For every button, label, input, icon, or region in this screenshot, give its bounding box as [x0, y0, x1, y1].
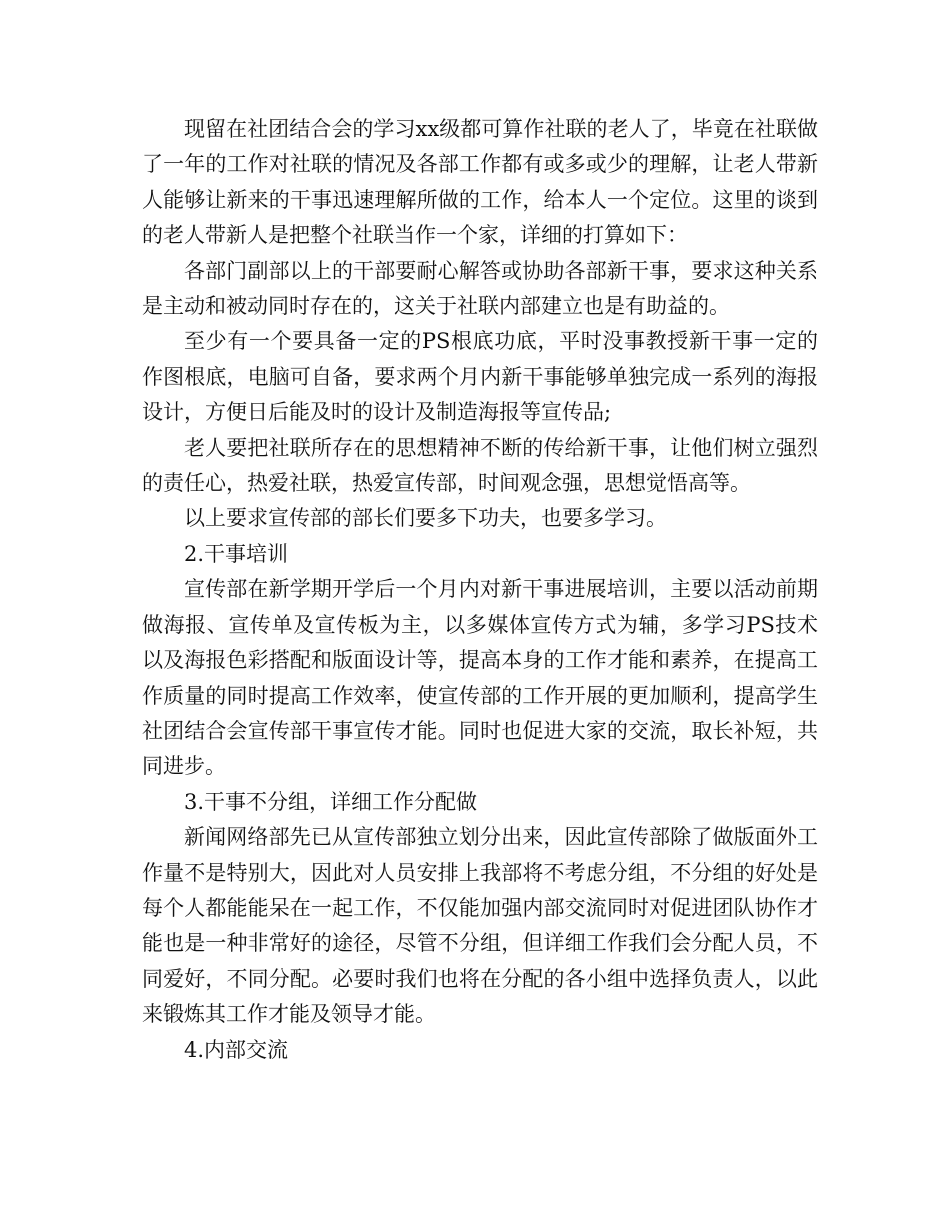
- section-heading-training: 2.干事培训: [184, 541, 289, 566]
- section-heading-internal-communication: 4.内部交流: [184, 1037, 289, 1062]
- paragraph-intro: 现留在社团结合会的学习xx级都可算作社联的老人了，毕竟在社联做了一年的工作对社联的情况及各部工作都有或多或少的理解，让老人带新人能够让新来的干事迅速理解所做的工作，给本人一个定位。这里的谈到的老人带新人是把整个社联当作一个家，详细的打算如下：: [142, 117, 818, 248]
- paragraph-cadre-help: 各部门副部以上的干部要耐心解答或协助各部新干事，要求这种关系是主动和被动同时存在的，这关于社联内部建立也是有助益的。: [142, 258, 818, 319]
- section-heading-no-groups: 3.干事不分组，详细工作分配做: [184, 789, 478, 814]
- paragraph-spirit: 老人要把社联所存在的思想精神不断的传给新干事，让他们树立强烈的责任心，热爱社联，热爱宣传部，时间观念强，思想觉悟高等。: [142, 435, 818, 496]
- paragraph-training: 宣传部在新学期开学后一个月内对新干事进展培训，主要以活动前期做海报、宣传单及宣传板为主，以多媒体宣传方式为辅，多学习PS技术以及海报色彩搭配和版面设计等，提高本身的工作才能和素养，在提高工作质量的同时提高工作效率，使宣传部的工作开展的更加顺利，提高学生社团结合会宣传部干事宣传才能。同时也促进大家的交流，取长补短，共同进步。: [142, 577, 818, 779]
- paragraph-no-groups: 新闻网络部先已从宣传部独立划分出来，因此宣传部除了做版面外工作量不是特别大，因此对人员安排上我部将不考虑分组，不分组的好处是每个人都能能呆在一起工作，不仅能加强内部交流同时对促进团队协作才能也是一种非常好的途径，尽管不分组，但详细工作我们会分配人员，不同爱好，不同分配。必要时我们也将在分配的各小组中选择负责人，以此来锻炼其工作才能及领导才能。: [142, 825, 818, 1027]
- paragraph-requirements: 以上要求宣传部的部长们要多下功夫，也要多学习。: [184, 506, 667, 531]
- paragraph-ps-skill: 至少有一个要具备一定的PS根底功底，平时没事教授新干事一定的作图根底，电脑可自备，要求两个月内新干事能够单独完成一系列的海报设计，方便日后能及时的设计及制造海报等宣传品;: [142, 329, 818, 425]
- document-body: [142, 112, 818, 1068]
